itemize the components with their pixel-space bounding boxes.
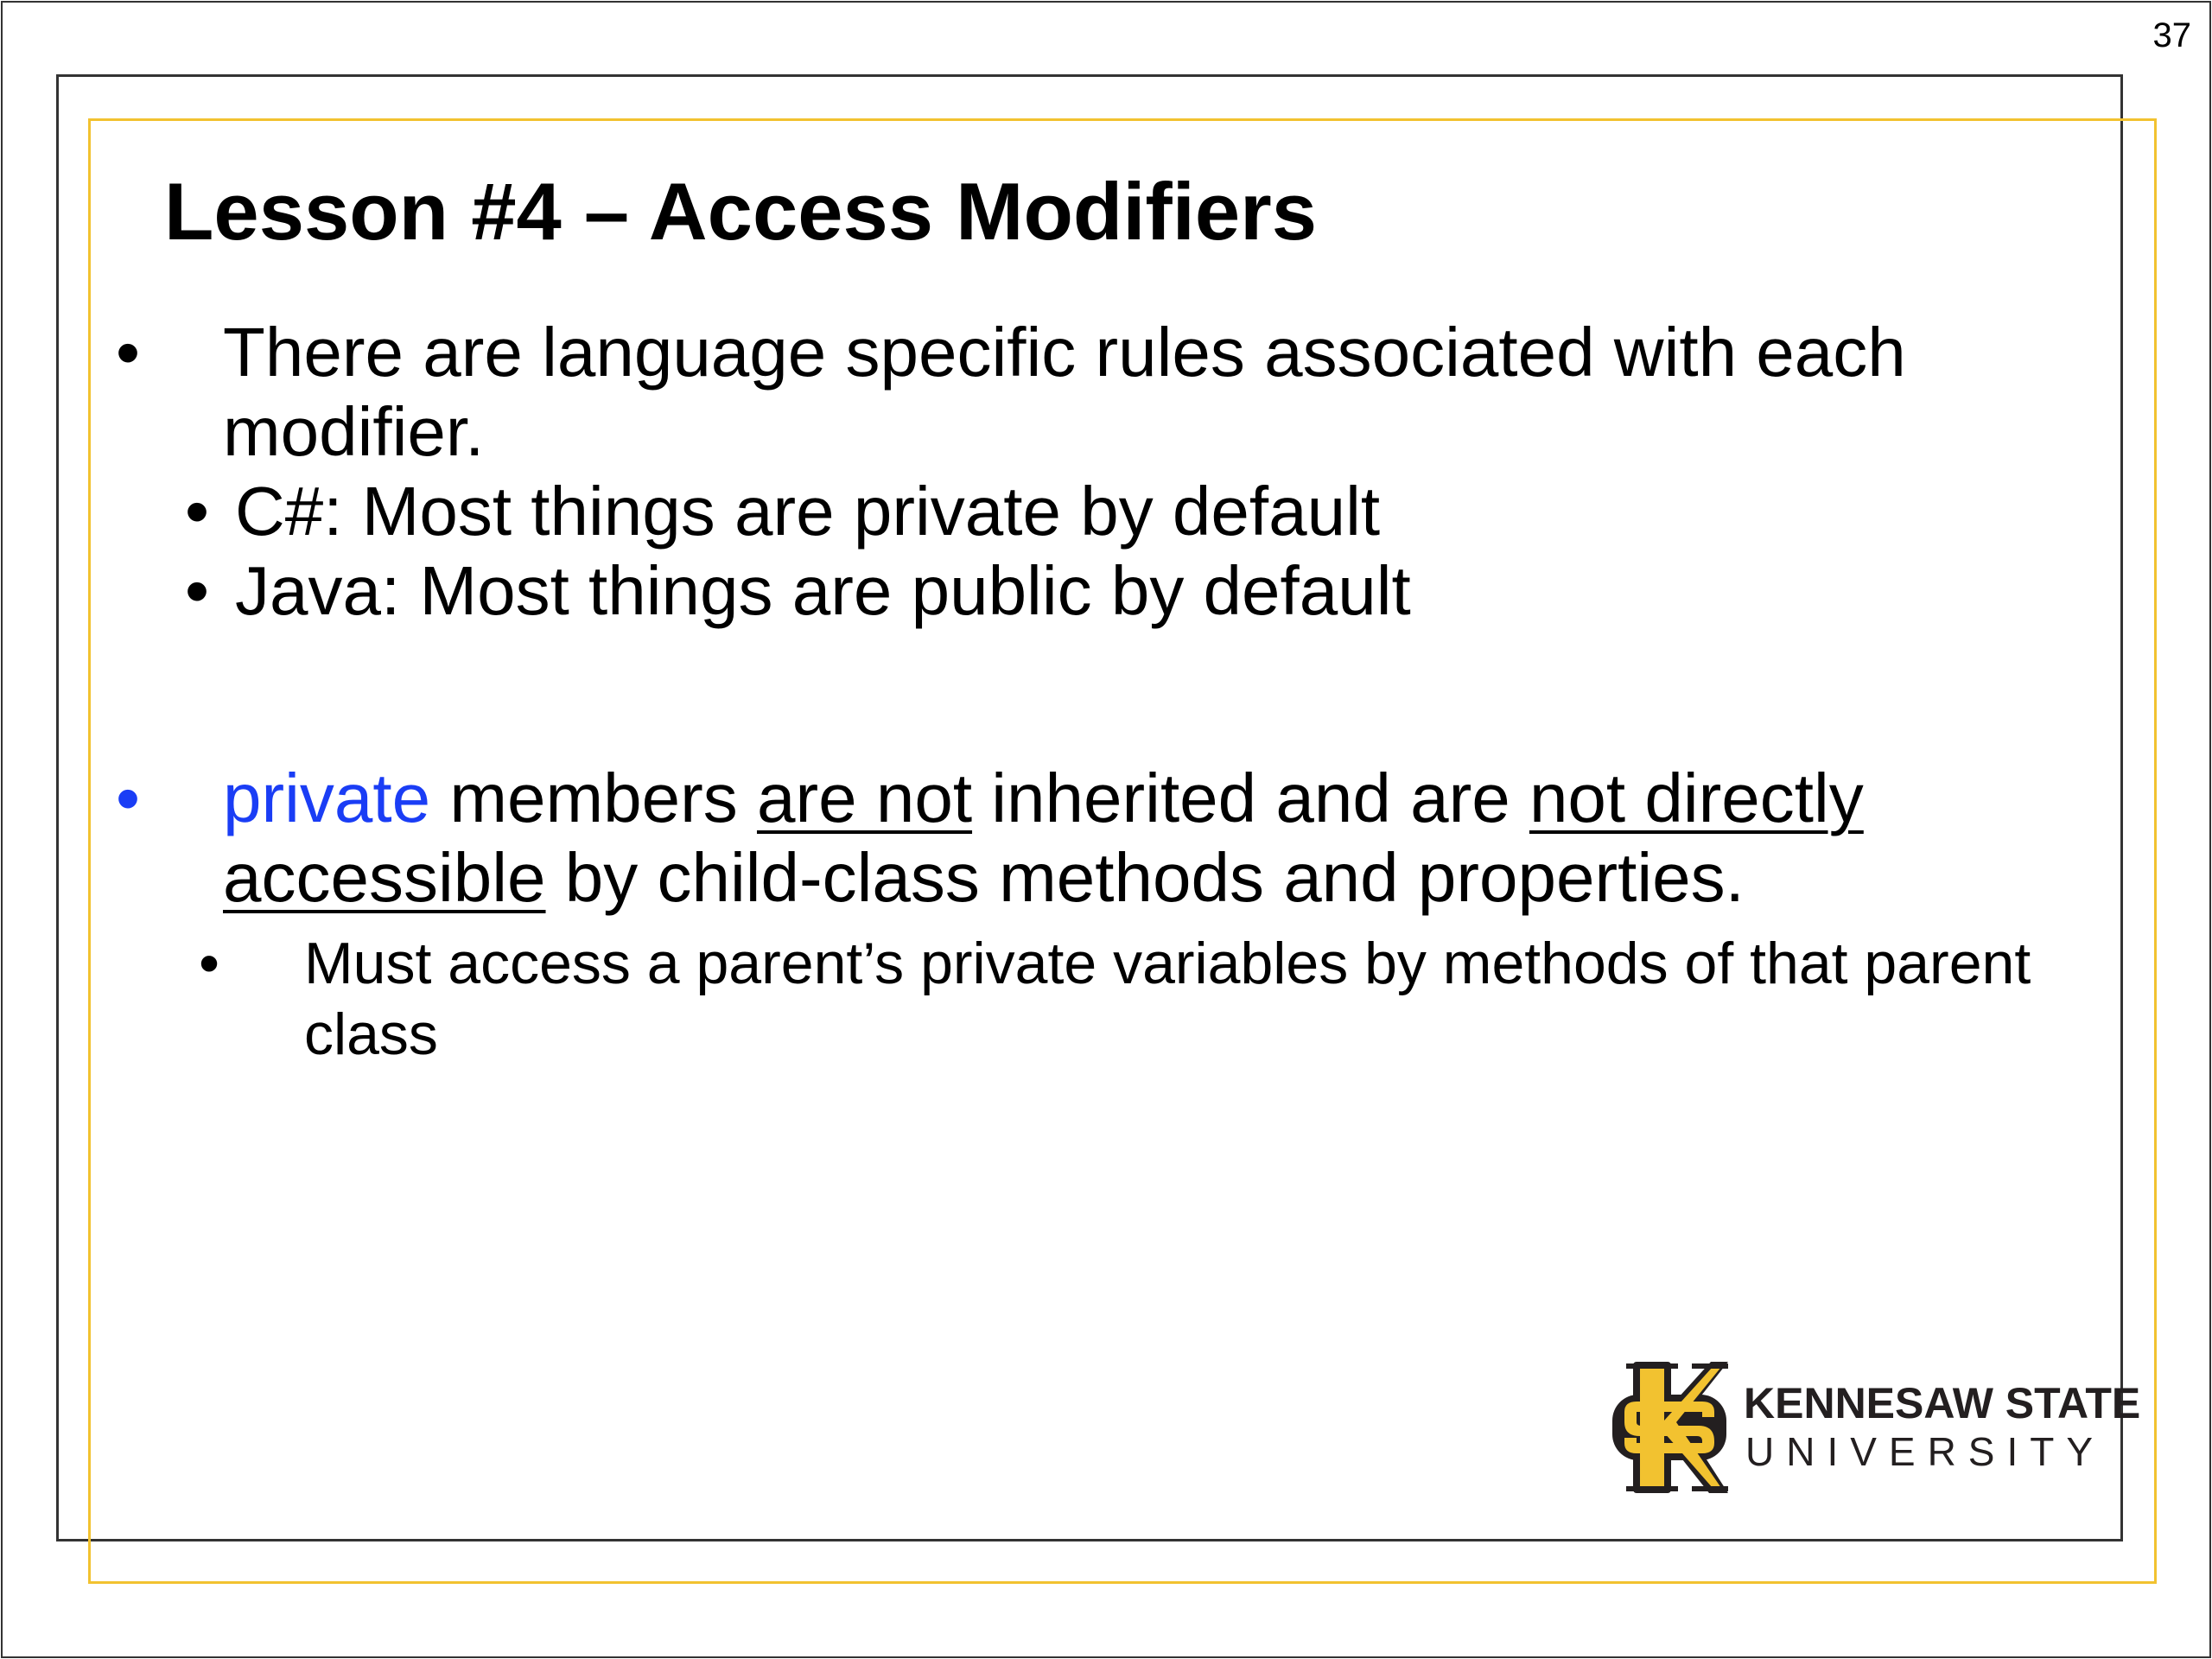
underlined-text: not directly accessible [223,760,1864,916]
sub-item-text: C#: Most things are private by default [235,473,1381,550]
sub-bullet-marker: • [185,552,210,629]
bullet-language-rules [115,313,2072,472]
sub-item-text: Must access a parent’s private variables by methods of that parent class [304,931,2031,1067]
sub-item-csharp [185,472,1380,551]
underlined-text: are not [756,760,973,836]
ksu-monogram-icon [1609,1357,1730,1498]
text-segment: members [430,760,757,836]
logo-text-kennesaw-state: KENNESAW STATE [1744,1379,2141,1427]
bullet-text: There are language specific rules associated with each modifier. [223,314,1906,470]
logo-text-university: UNIVERSITY [1745,1429,2106,1474]
bullet-marker: • [115,314,140,391]
ksu-logo [1609,1350,2141,1505]
page-number: 37 [2152,16,2191,54]
slide-title: Lesson #4 – Access Modifiers [164,166,1317,257]
keyword-private: private [223,760,431,836]
text-segment: by child-class methods and properties. [545,839,1745,916]
sub-bullet-marker: • [185,473,210,550]
sub-bullet-marker: • [199,931,219,996]
sub-item-text: Java: Most things are public by default [235,552,1411,629]
sub-item-java [185,551,1411,631]
sub-item-parent-access [199,928,2050,1070]
bullet-marker: • [115,760,140,836]
bullet-private-members [115,759,2072,918]
text-segment: inherited and are [972,760,1529,836]
